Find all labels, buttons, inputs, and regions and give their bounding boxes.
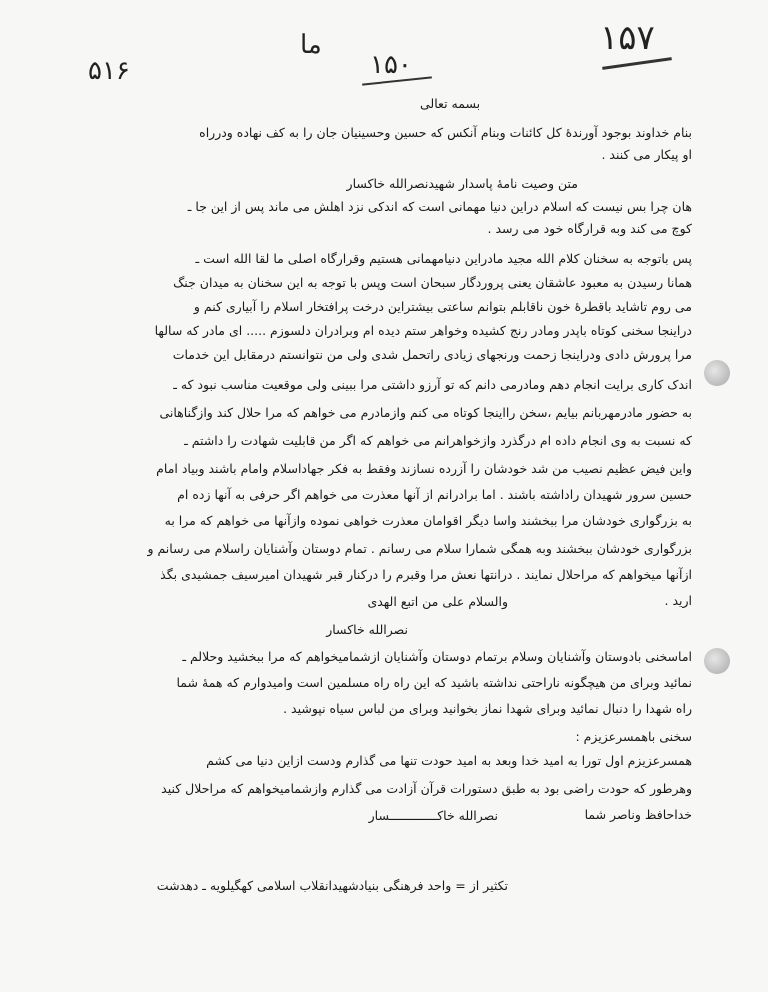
punch-hole-top bbox=[704, 360, 730, 386]
body-line: کوچ می کند وبه قرارگاه خود می رسد . bbox=[487, 221, 692, 236]
body-line: همانا رسیدن به معبود عاشقان یعنی پروردگار سبحان است وپس با توجه به این سخنان به میدان جنگ bbox=[173, 275, 692, 290]
body-line: حسین سرور شهیدان راداشته باشند . اما برادرانم از آنها معذرت می خواهم اگر حرفی به آنها زده ام bbox=[177, 487, 692, 502]
wife-line: وهرطور که حودت راضی بود به طبق دستورات قرآن آزادت می گذارم وازشمامیخواهم که مراحلال کنید bbox=[161, 781, 692, 796]
body-line: هان چرا بس نیست که اسلام دراین دنیا مهمانی است که اندکی نزد اهلش می ماند پس از این جا ـ bbox=[187, 199, 692, 214]
closing-salam: والسلام علی من اتبع الهدی bbox=[367, 594, 508, 609]
body-line: واین فیض عظیم نصیب من شد خودشان را آزرده نسازند وفقط به فکر جهاداسلام وامام باشند وبیاد امام bbox=[156, 461, 692, 476]
body-line: مرا پرورش دادی ودراینجا زحمت ورنجهای زیادی راتحمل شدی ولی من نتوانستم درمقابل این خدمات bbox=[172, 347, 692, 362]
message-line: راه شهدا را دنبال نمائید وبرای شهدا نماز بخوانید وبرای من لباس سیاه نپوشید . bbox=[283, 701, 692, 716]
body-line: ارید . bbox=[664, 593, 692, 608]
wife-line: خداحافظ وناصر شما bbox=[584, 807, 692, 822]
wife-line: همسرعزیزم اول تورا به امید خدا وبعد به امید حودت تنها می گذارم ودست ازاین دنیا می کشم bbox=[206, 753, 692, 768]
wife-heading: سخنی باهمسرعزیزم : bbox=[575, 729, 692, 744]
body-line: ازآنها میخواهم که مراحلال نمایند . درانتها نعش مرا وقبرم را درکنار قبر شهیدان امیرسیف جمشیدی بگذ bbox=[160, 567, 692, 582]
handwritten-number-top-right: ۱۵۷ bbox=[600, 18, 655, 58]
handwritten-underline bbox=[602, 57, 672, 70]
bismillah-heading: بسمه تعالی bbox=[420, 96, 481, 111]
handwritten-number-top-middle: ۱۵۰ bbox=[370, 50, 412, 80]
body-line: می روم تاشاید باقطرهٔ خون ناقابلم بتوانم ساعتی بیشتراین درخت پرافتخار اسلام را آبیاری کنم و bbox=[193, 299, 692, 314]
handwritten-number-top-center: ما bbox=[300, 30, 322, 60]
body-line: که نسبت به وی انجام داده ام درگذرد وازخواهرانم می خواهم که اگر من قابلیت شهادت را داشتم ـ bbox=[184, 433, 692, 448]
body-line: به بزرگواری خودشان مرا ببخشند واسا دیگر اقوامان معذرت خواهی نموده وازآنها می خواهم که مرا به bbox=[164, 513, 692, 528]
will-title: متن وصیت نامهٔ پاسدار شهیدنصرالله خاکسار bbox=[346, 176, 578, 191]
footer-credit: تکثیر از = واحد فرهنگی بنیادشهیدانقلاب اسلامی کهگیلویه ـ دهدشت bbox=[156, 878, 508, 893]
body-line: بزرگواری خودشان ببخشند وبه همگی شمارا سلام می رسانم . تمام دوستان وآشنایان راسلام می رسانم و bbox=[147, 541, 692, 556]
signature-second: نصرالله خاکـــــــــــــسار bbox=[368, 808, 498, 823]
body-line: دراینجا سخنی کوتاه باپدر ومادر رنج کشیده وخواهر ستم دیده ام وبرادران دلسوزم ..... ای مادر که سالها bbox=[154, 323, 692, 338]
handwritten-number-top-left: ۵۱۶ bbox=[88, 56, 130, 86]
body-line: اندک کاری برایت انجام دهم ومادرمی دانم که تو آرزو داشتی مرا ببینی ولی موقعیت مناسب نبود که ـ bbox=[173, 377, 692, 392]
message-line: نمائید وبرای من هیچگونه ناراحتی نداشته باشید که این راه راه مسلمین است وامیدوارم که همهٔ شما bbox=[176, 675, 692, 690]
body-line: پس باتوجه به سخنان کلام الله مجید مادراین دنیامهمانی هستیم وقرارگاه اصلی ما لقا الله است ـ bbox=[195, 251, 692, 266]
intro-line-1: بنام خداوند بوجود آورندهٔ کل کائنات وبنام آنکس که حسین وحسینیان جان را به کف نهاده ودرراه bbox=[199, 125, 692, 140]
body-line: به حضور مادرمهربانم بیایم ،سخن رااینجا کوتاه می کنم وازمادرم می خواهم که مرا حلال کند وازگناهانی bbox=[159, 405, 692, 420]
message-line: اماسخنی بادوستان وآشنایان وسلام برتمام دوستان وآشنایان ازشمامیخواهم که مرا ببخشید وحلالم ـ bbox=[182, 649, 692, 664]
intro-line-2: او پیکار می کنند . bbox=[601, 147, 692, 162]
punch-hole-bottom bbox=[704, 648, 730, 674]
signature-first: نصرالله خاکسار bbox=[326, 622, 408, 637]
